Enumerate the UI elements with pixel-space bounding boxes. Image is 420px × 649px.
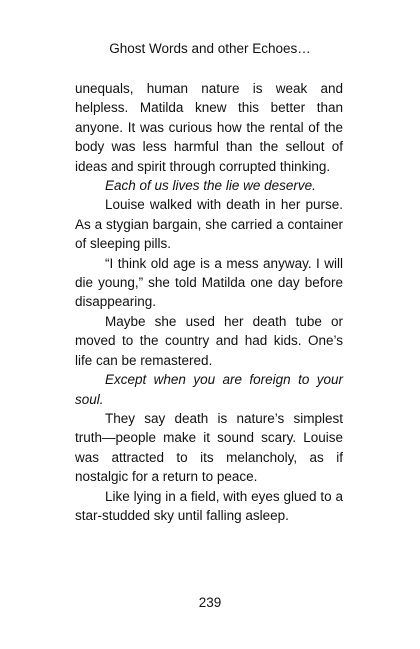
paragraph: Louise walked with death in her purse. As a stygian bargain, she carried a container of sleeping pills. xyxy=(75,197,343,252)
paragraph: Maybe she used her death tube or moved to the country and had kids. One’s life can be remastered. xyxy=(75,313,343,368)
page-number: 239 xyxy=(198,595,222,610)
paragraph: They say death is nature’s simplest truth—people make it sound scary. Louise was attracted to its melancholy, as if nostalgic for a return to peace. xyxy=(75,410,343,485)
running-header: Ghost Words and other Echoes… xyxy=(109,41,311,56)
paragraph-continuation: unequals, human nature is weak and helpless. Matilda knew this better than anyone. It was curious how the rental of the body was less harmful than the sellout of ideas and spirit through corrupted thinking. xyxy=(75,81,343,174)
paragraph: Like lying in a field, with eyes glued to a star-studded sky until falling asleep. xyxy=(75,488,343,523)
body-text xyxy=(75,79,343,525)
paragraph-italic-aside: Each of us lives the lie we deserve. xyxy=(105,178,316,194)
paragraph-italic-aside: Except when you are foreign to your soul. xyxy=(75,372,343,407)
paragraph-dialogue: “I think old age is a mess anyway. I will die young,” she told Matilda one day before disappearing. xyxy=(75,255,343,310)
